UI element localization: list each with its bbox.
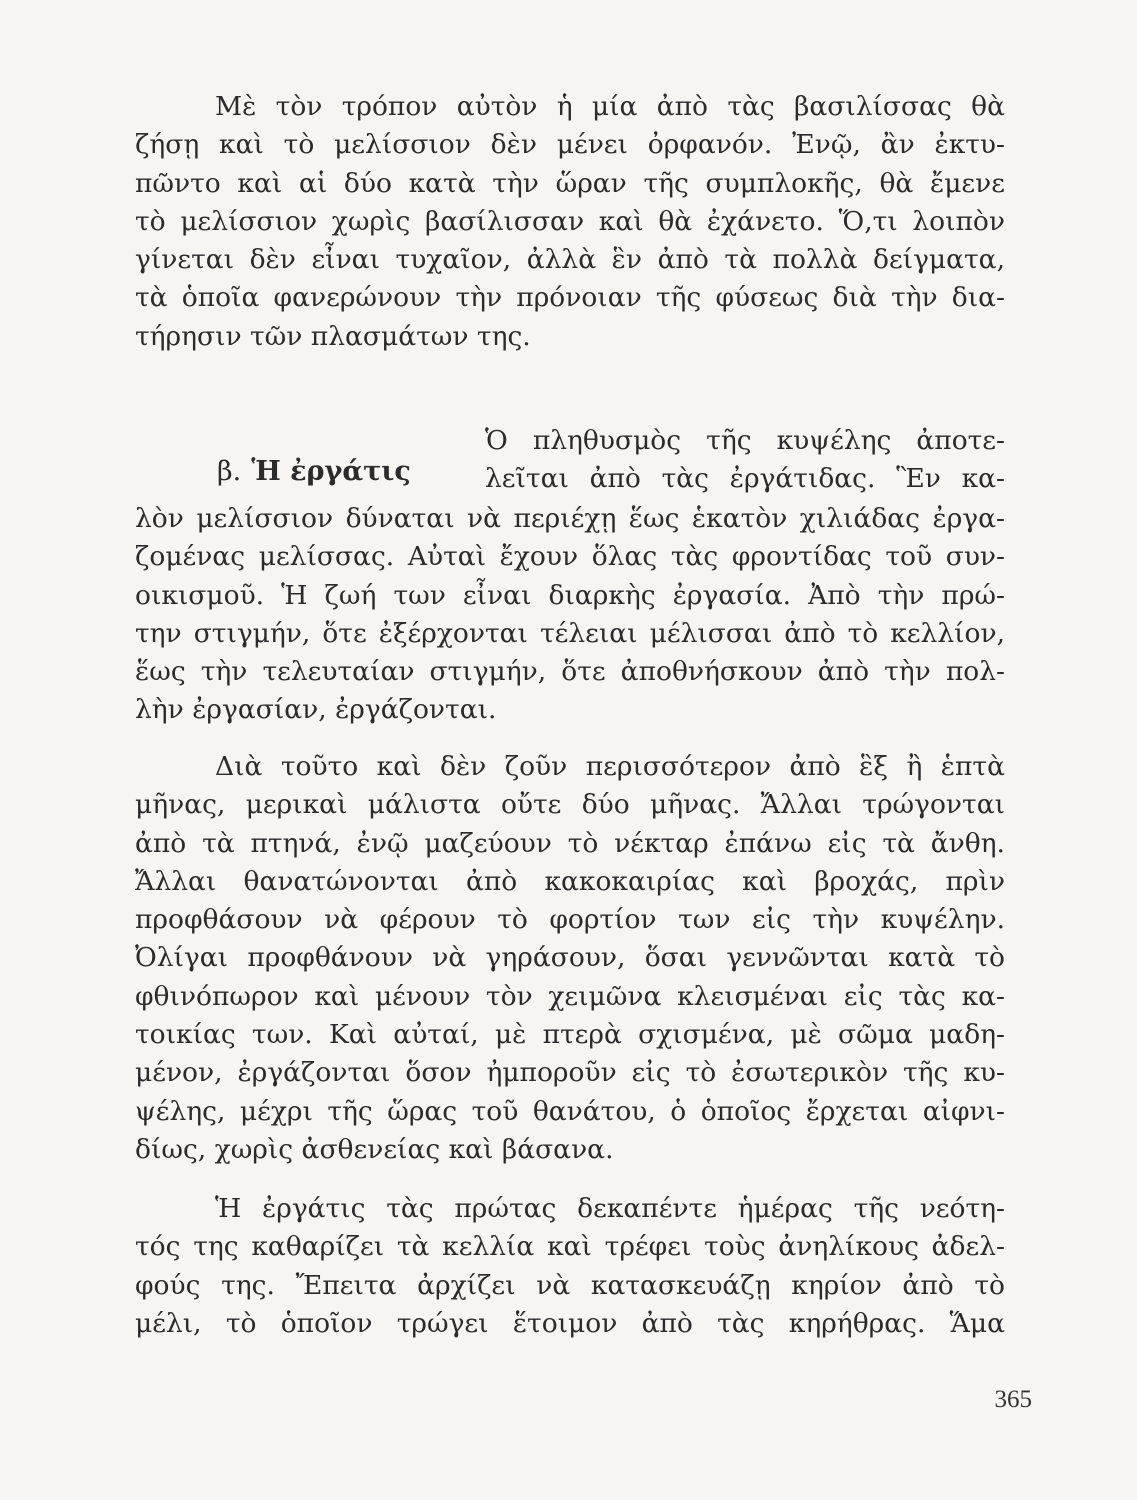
text-line: Ὁ πληθυσμὸς τῆς κυψέλης ἀποτε- [485, 425, 1005, 456]
text-line: Μὲ τὸν τρόπον αὐτὸν ἡ μία ἀπὸ τὰς βασιλίσσας θὰ [215, 91, 1005, 122]
text-line: γίνεται δὲν εἶναι τυχαῖον, ἀλλὰ ἓν ἀπὸ τὰ πολλὰ δείγματα, [135, 244, 1005, 276]
text-line: τὸ μελίσσιον χωρὶς βασίλισσαν καὶ θὰ ἐχάνετο. Ὅ,τι λοιπὸν [135, 205, 1005, 237]
text-line: Ἄλλαι θανατώνονται ἀπὸ κακοκαιρίας καὶ βροχάς, πρὶν [135, 865, 1005, 897]
text-line: λὴν ἐργασίαν, ἐργάζονται. [135, 694, 497, 726]
text-line: τήρησιν τῶν πλασμάτων της. [135, 320, 531, 352]
text-line: οικισμοῦ. Ἡ ζωή των εἶναι διαρκὴς ἐργασία. Ἀπὸ τὴν πρώ- [135, 579, 1005, 611]
text-line: Ὀλίγαι προφθάνουν νὰ γηράσουν, ὅσαι γεννῶνται κατὰ τὸ [135, 942, 1005, 974]
section-number: β. [217, 456, 242, 487]
text-line: φθινόπωρον καὶ μένουν τὸν χειμῶνα κλεισμέναι εἰς τὰς κα- [135, 980, 1005, 1012]
text-line: Διὰ τοῦτο καὶ δὲν ζοῦν περισσότερον ἀπὸ ἓξ ἢ ἑπτὰ [215, 751, 1005, 782]
text-line: τὰ ὁποῖα φανερώνουν τὴν πρόνοιαν τῆς φύσεως διὰ τὴν δια- [135, 282, 1005, 314]
section-title [217, 456, 411, 487]
text-line: λὸν μελίσσιον δύναται νὰ περιέχῃ ἕως ἑκατὸν χιλιάδας ἐργα- [135, 503, 1005, 534]
text-line: μῆνας, μερικαὶ μάλιστα οὔτε δύο μῆνας. Ἄλλαι τρώγονται [135, 789, 1005, 821]
text-line: την στιγμήν, ὅτε ἐξέρχονται τέλειαι μέλισσαι ἀπὸ τὸ κελλίον, [135, 617, 1005, 649]
text-line: ζήσῃ καὶ τὸ μελίσσιον δὲν μένει ὀρφανόν. Ἐνῷ, ἂν ἐκτυ- [135, 129, 1005, 161]
text-line: Ἡ ἐργάτις τὰς πρώτας δεκαπέντε ἡμέρας τῆς νεότη- [215, 1193, 1005, 1224]
heading-side-text [485, 422, 1005, 499]
text-line: προφθάσουν νὰ φέρουν τὸ φορτίον των εἰς τὴν κυψέλην. [135, 904, 1005, 936]
text-line: δίως, χωρὶς ἀσθενείας καὶ βάσανα. [135, 1133, 614, 1165]
text-line: λεῖται ἀπὸ τὰς ἐργάτιδας. Ἓν κα- [485, 463, 1005, 495]
page-number: 365 [994, 1386, 1032, 1413]
paragraph-1 [135, 88, 1005, 356]
text-line: τός της καθαρίζει τὰ κελλία καὶ τρέφει τοὺς ἀνηλίκους ἀδελ- [135, 1231, 1005, 1263]
paragraph-4 [135, 1190, 1005, 1343]
paragraph-3 [135, 748, 1005, 1169]
text-line: ἀπὸ τὰ πτηνά, ἐνῷ μαζεύουν τὸ νέκταρ ἐπάνω εἰς τὰ ἄνθη. [135, 827, 1005, 859]
section-name: Ἡ ἐργάτις [251, 456, 411, 487]
text-line: ζομένας μελίσσας. Αὐταὶ ἔχουν ὅλας τὰς φροντίδας τοῦ συν- [135, 541, 1005, 573]
text-line: φούς της. Ἔπειτα ἀρχίζει νὰ κατασκευάζῃ κηρίον ἀπὸ τὸ [135, 1269, 1005, 1301]
text-line: μένον, ἐργάζονται ὅσον ἠμποροῦν εἰς τὸ ἐσωτερικὸν τῆς κυ- [135, 1057, 1005, 1089]
text-line: πῶντο καὶ αἱ δύο κατὰ τὴν ὥραν τῆς συμπλοκῆς, θὰ ἔμενε [135, 167, 1005, 199]
section-heading [135, 422, 1005, 502]
text-line: ψέλης, μέχρι τῆς ὥρας τοῦ θανάτου, ὁ ὁποῖος ἔρχεται αἰφνι- [135, 1095, 1005, 1127]
text-line: μέλι, τὸ ὁποῖον τρώγει ἕτοιμον ἀπὸ τὰς κηρήθρας. Ἅμα [135, 1307, 1005, 1339]
text-line: ἕως τὴν τελευταίαν στιγμήν, ὅτε ἀποθνήσκουν ἀπὸ τὴν πολ- [135, 656, 1005, 688]
paragraph-2 [135, 500, 1005, 730]
text-line: τοικίας των. Καὶ αὐταί, μὲ πτερὰ σχισμένα, μὲ σῶμα μαδη- [135, 1019, 1005, 1051]
